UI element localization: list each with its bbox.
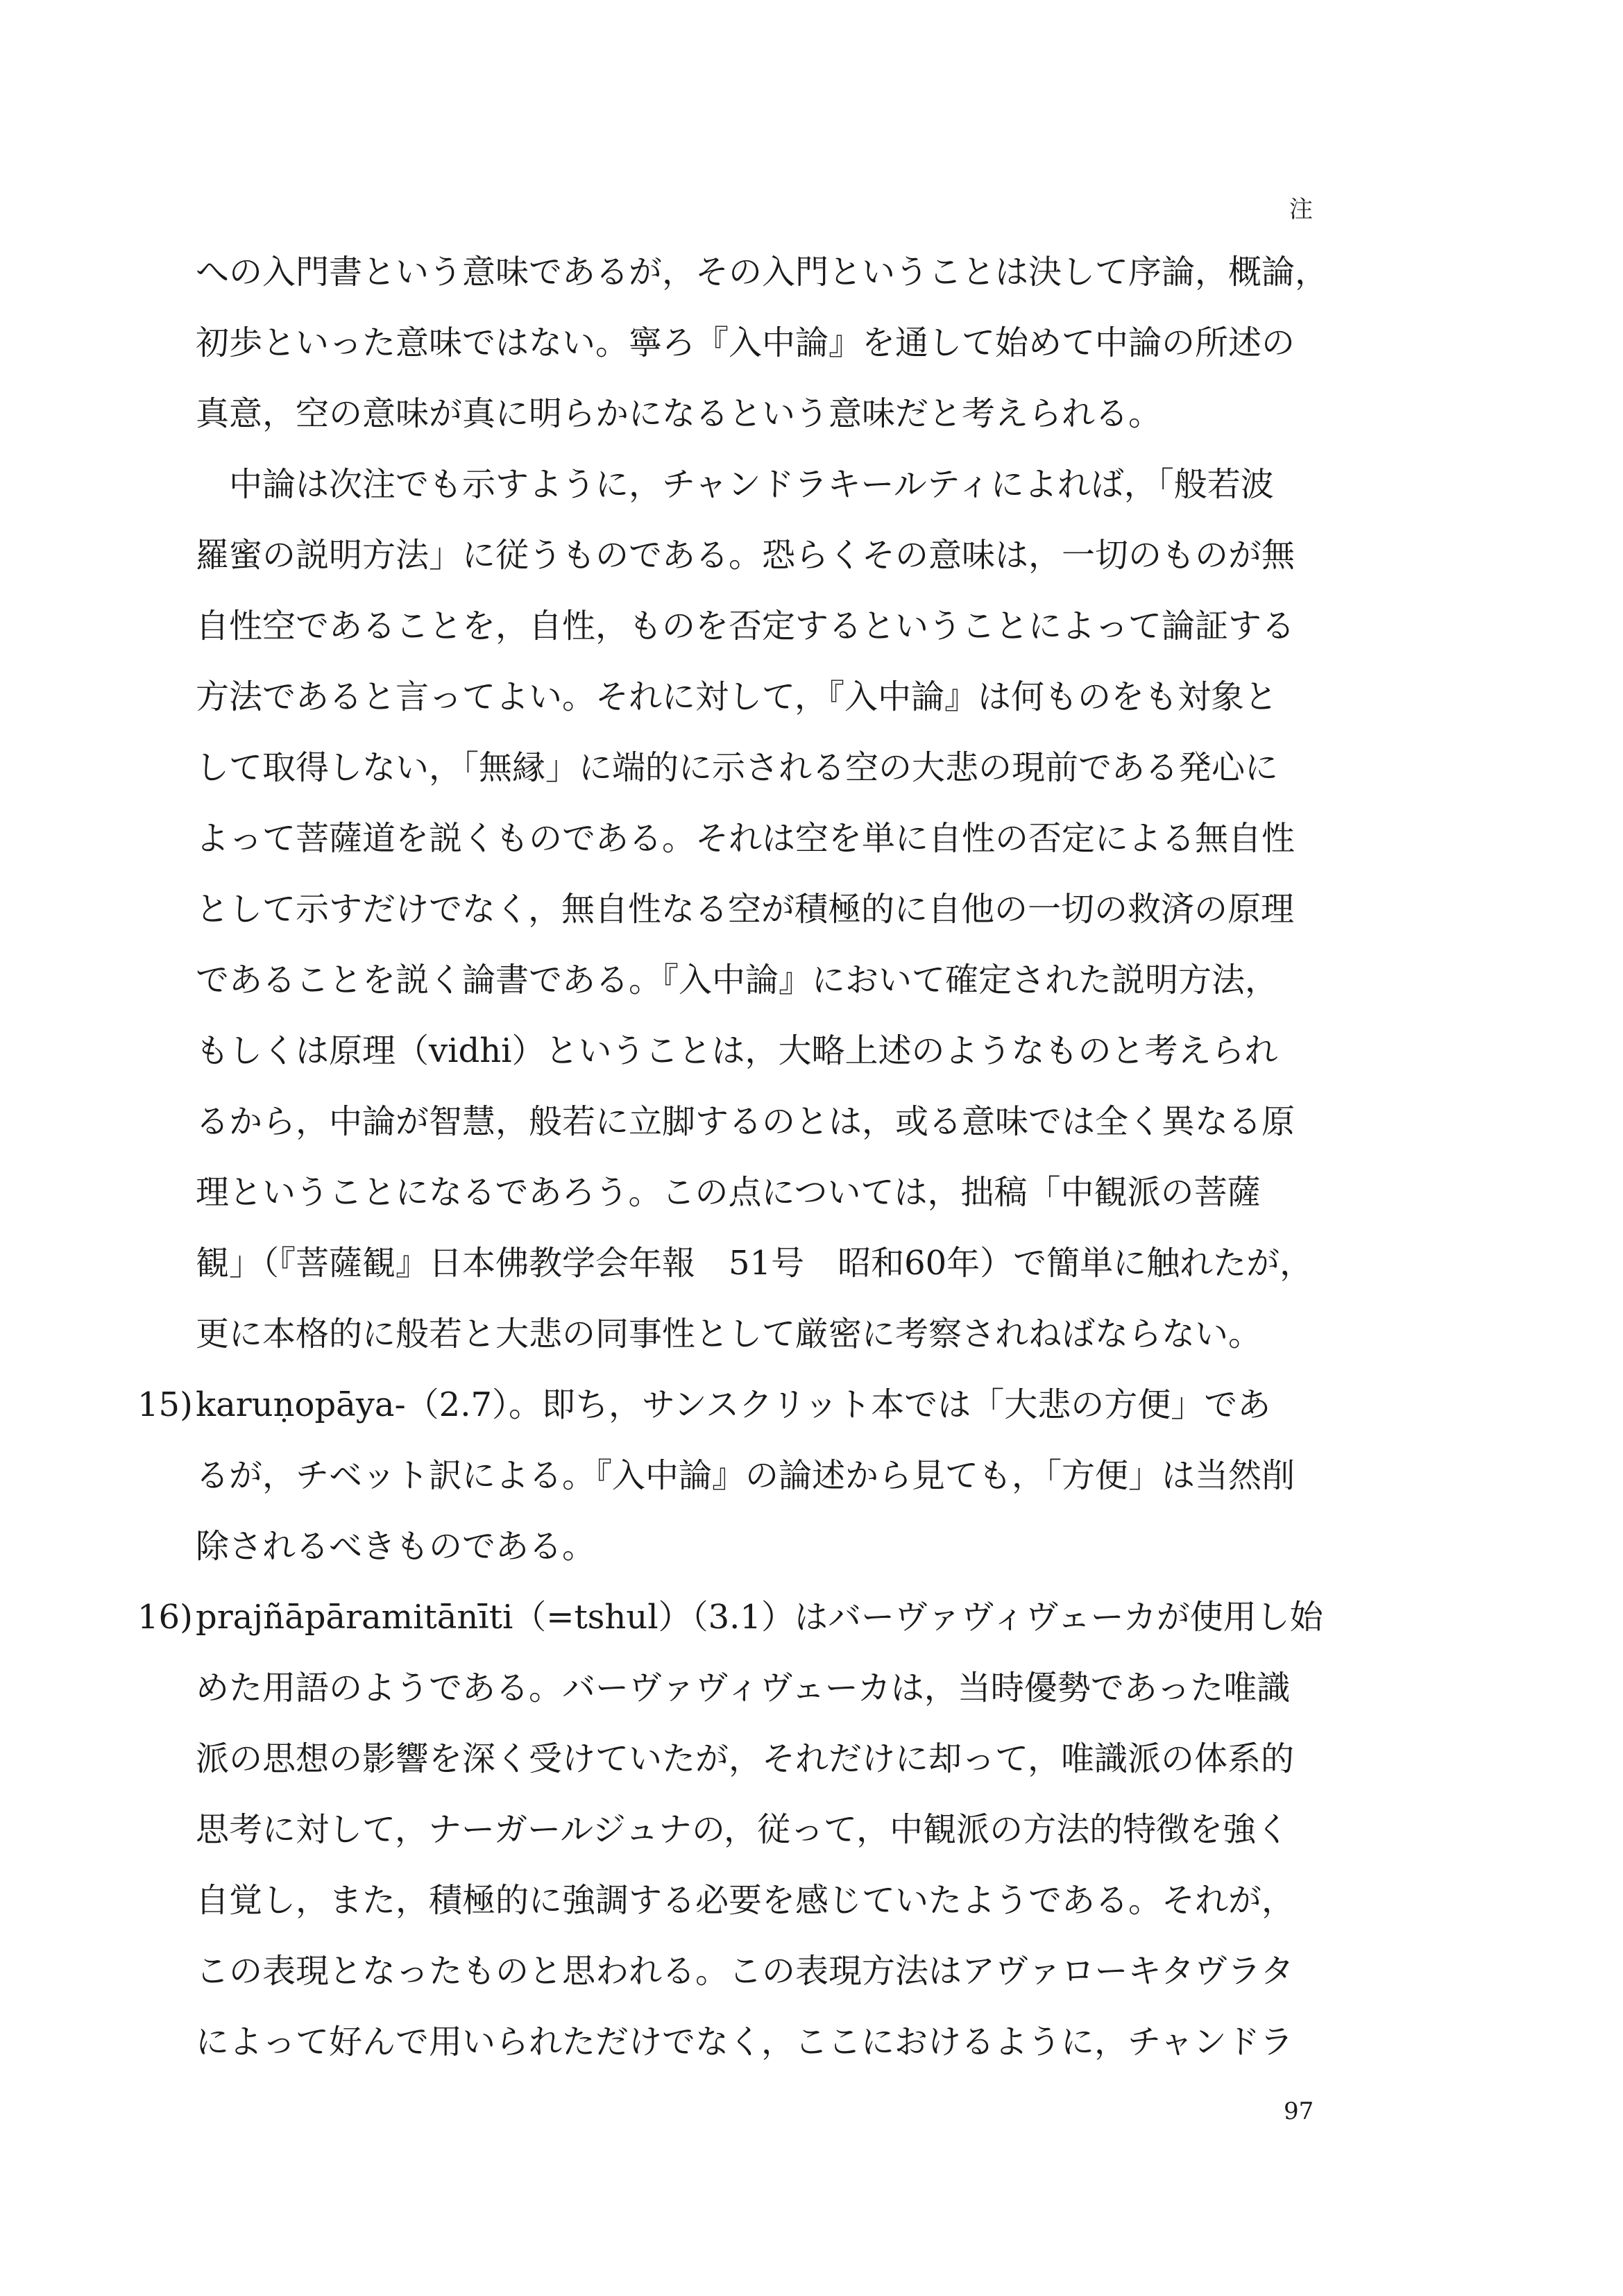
text-line: 真意，空の意味が真に明らかになるという意味だと考えられる。 bbox=[196, 394, 1162, 433]
text-line: 方法であると言ってよい。それに対して，『入中論』は何ものをも対象と bbox=[196, 677, 1278, 716]
text-line: るが，チベット訳による。『入中論』の論述から見ても，「方便」は当然削 bbox=[196, 1456, 1295, 1495]
text-line: るから，中論が智慧，般若に立脚するのとは，或る意味では全く異なる原 bbox=[196, 1102, 1295, 1141]
text-line: 派の思想の影響を深く受けていたが，それだけに却って，唯識派の体系的 bbox=[196, 1739, 1295, 1778]
text-line: であることを説く論書である。『入中論』において確定された説明方法， bbox=[196, 961, 1279, 999]
text-line: への入門書という意味であるが，その入門ということは決して序論，概論， bbox=[196, 253, 1329, 292]
text-line: によって好んで用いられただけでなく，ここにおけるように，チャンドラ bbox=[196, 2023, 1293, 2061]
page-number: 97 bbox=[1284, 2097, 1314, 2125]
running-head: 注 bbox=[1289, 196, 1313, 223]
text-line: karuṇopāya-（2.7）。即ち，サンスクリット本では「大悲の方便」であ bbox=[196, 1385, 1271, 1424]
text-line: 初歩といった意味ではない。寧ろ『入中論』を通して始めて中論の所述の bbox=[196, 323, 1295, 362]
text-line: prajñāpāramitānīti（=tshul）（3.1）はバーヴァヴィヴェーカが使用し始 bbox=[196, 1598, 1323, 1637]
text-line: 羅蜜の説明方法」に従うものである。恐らくその意味は，一切のものが無 bbox=[196, 536, 1295, 575]
text-line: もしくは原理（vidhi）ということは，大略上述のようなものと考えられ bbox=[196, 1031, 1278, 1070]
note-number: 15) bbox=[137, 1385, 193, 1424]
text-line: よって菩薩道を説くものである。それは空を単に自性の否定による無自性 bbox=[196, 819, 1295, 858]
text-line: この表現となったものと思われる。この表現方法はアヴァローキタヴラタ bbox=[196, 1952, 1294, 1991]
text-line: 更に本格的に般若と大悲の同事性として厳密に考察されねばならない。 bbox=[196, 1315, 1262, 1353]
text-line: 除されるべきものである。 bbox=[196, 1527, 596, 1566]
text-line: 自性空であることを，自性，ものを否定するということによって論証する bbox=[196, 607, 1295, 645]
text-line: 理ということになるであろう。この点については，拙稿「中観派の菩薩 bbox=[196, 1173, 1261, 1212]
text-line: めた用語のようである。バーヴァヴィヴェーカは，当時優勢であった唯識 bbox=[196, 1669, 1291, 1707]
note-number: 16) bbox=[137, 1598, 193, 1637]
text-line: 中論は次注でも示すように，チャンドラキールティによれば，「般若波 bbox=[196, 465, 1274, 504]
text-line: して取得しない，「無縁」に端的に示される空の大悲の現前である発心に bbox=[196, 748, 1279, 787]
text-line: 自覚し，また，積極的に強調する必要を感じていたようである。それが， bbox=[196, 1881, 1295, 1920]
text-line: 観」（『菩薩観』日本佛教学会年報 51号 昭和60年）で簡単に触れたが， bbox=[196, 1244, 1314, 1283]
text-line: 思考に対して，ナーガールジュナの，従って，中観派の方法的特徴を強く bbox=[196, 1810, 1290, 1849]
text-line: として示すだけでなく，無自性なる空が積極的に自他の一切の救済の原理 bbox=[196, 890, 1295, 929]
